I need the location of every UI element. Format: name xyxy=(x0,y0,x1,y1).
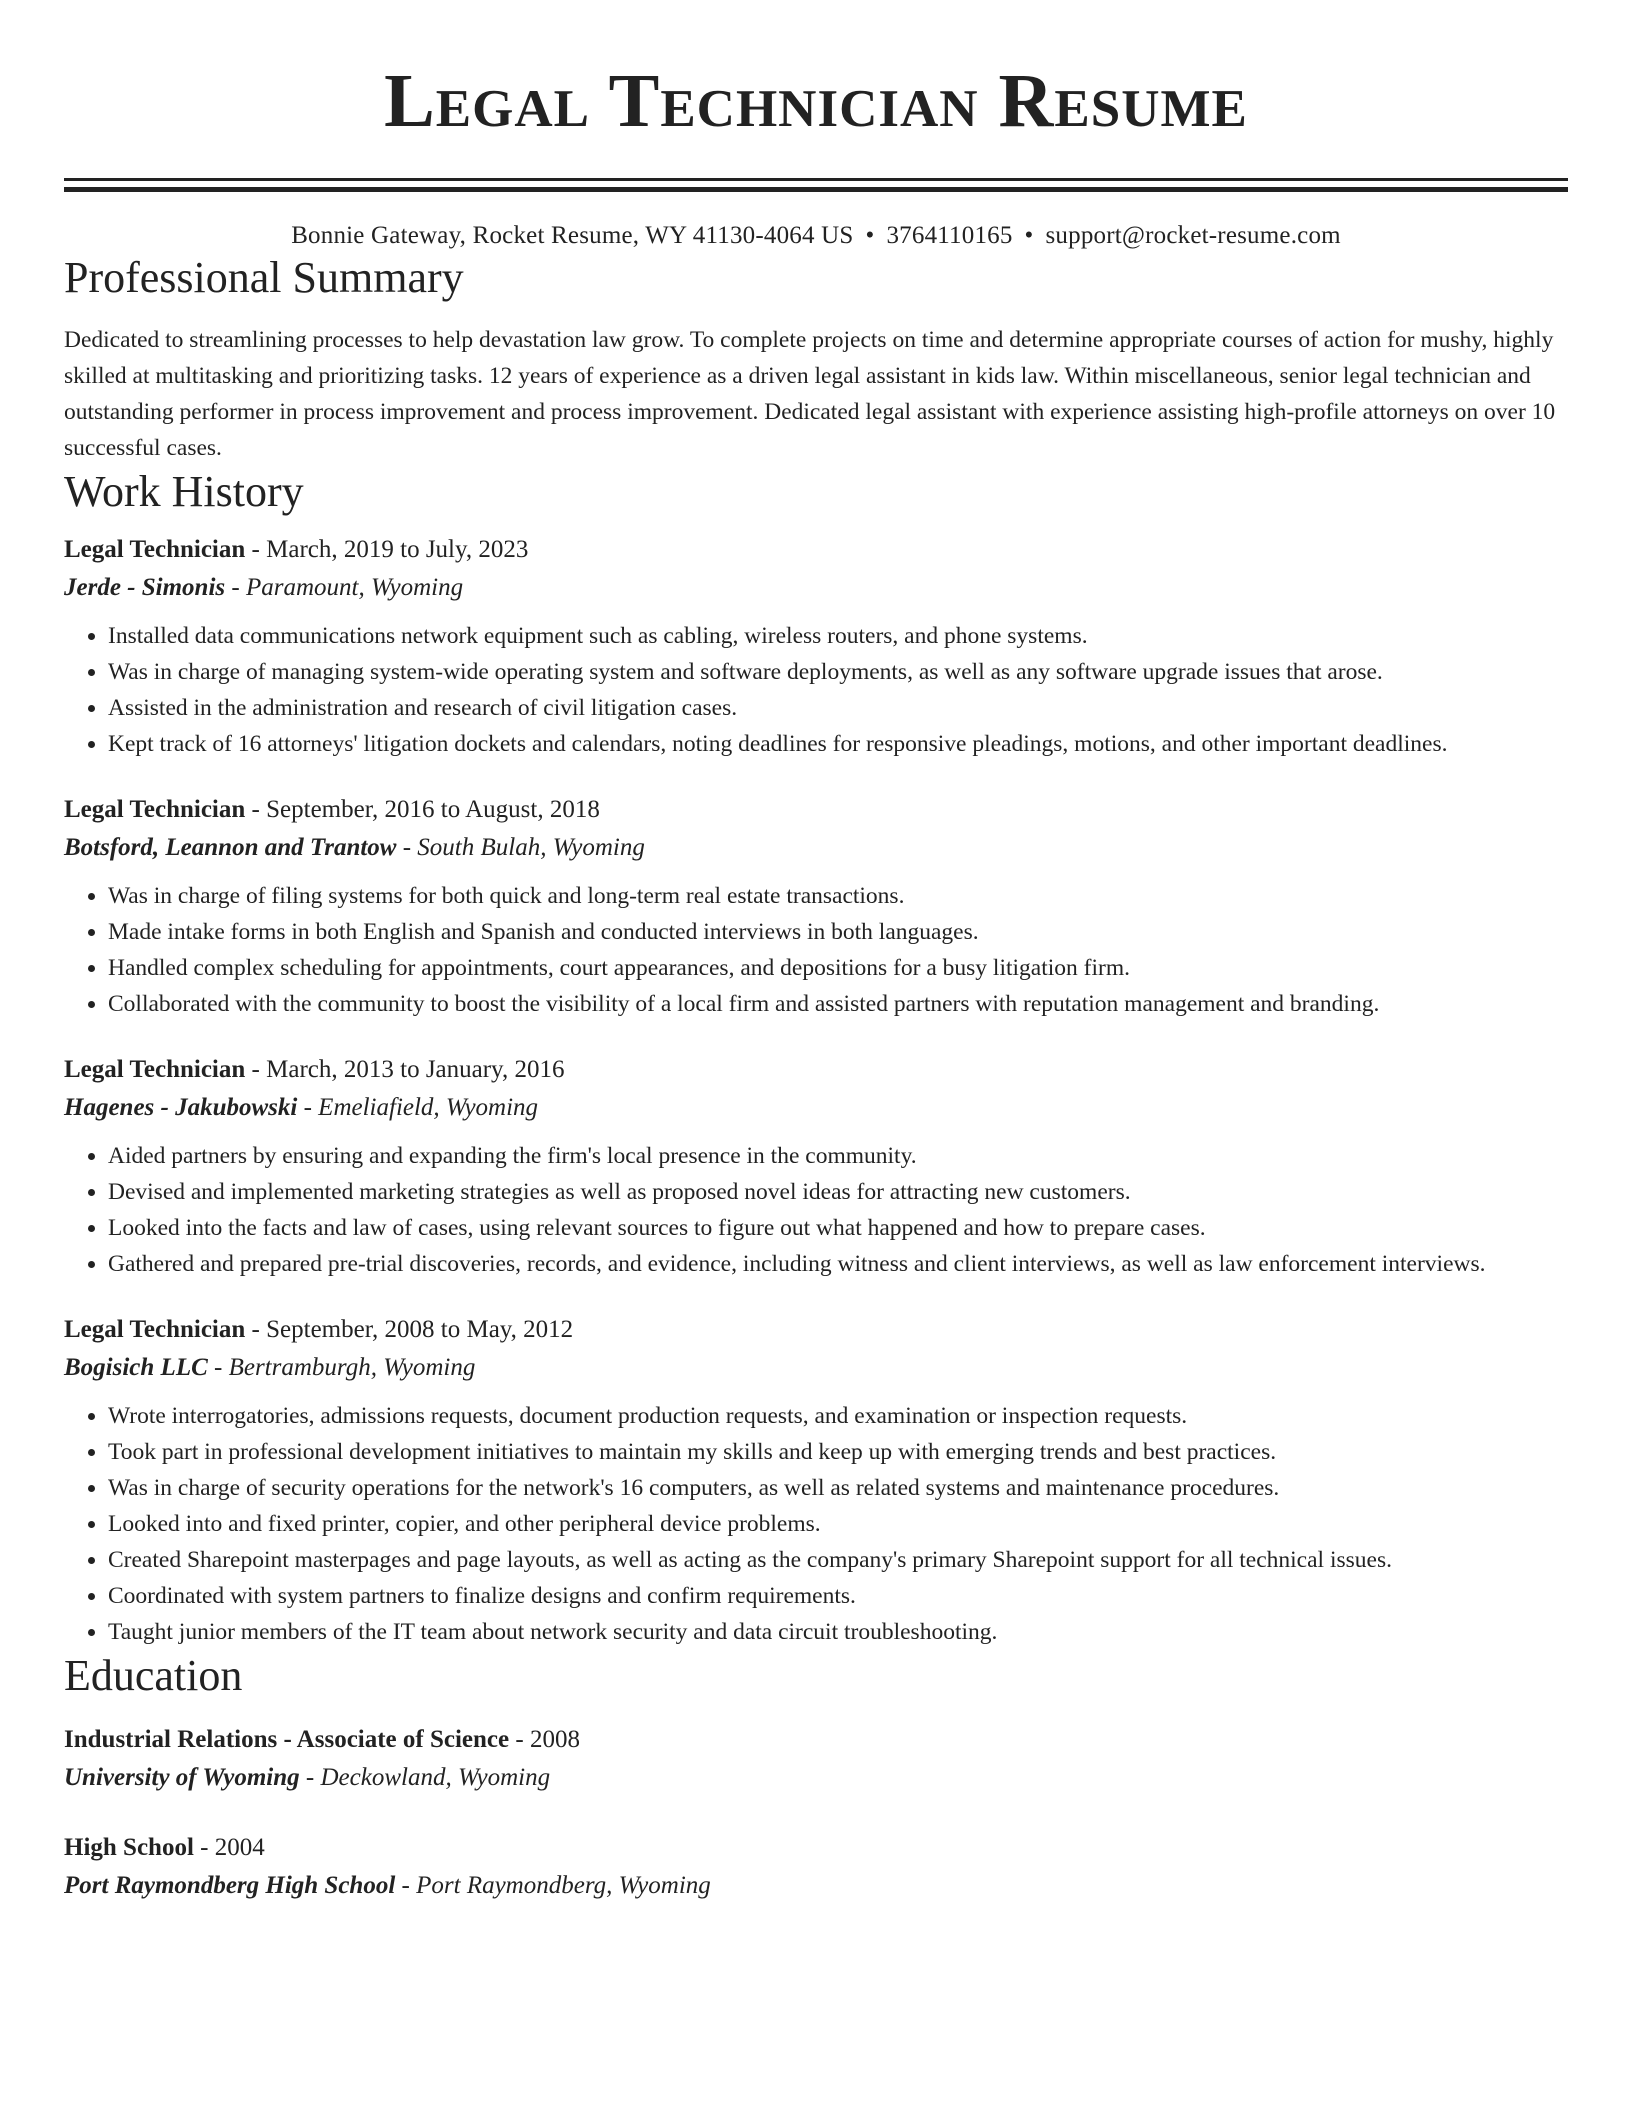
duty-list xyxy=(64,1138,1568,1282)
duty-item: • Aided partners by ensuring and expanding the firm's local presence in the community. xyxy=(108,1138,1568,1174)
job-entry xyxy=(64,1312,1568,1650)
employer-line xyxy=(64,1088,1568,1128)
contact-address: Bonnie Gateway, Rocket Resume, WY 41130-4064 US xyxy=(291,222,854,249)
job-title: Legal Technician xyxy=(64,1316,246,1343)
job-title-line xyxy=(64,532,1568,568)
title-rule-top xyxy=(64,178,1568,181)
job-title-line xyxy=(64,1312,1568,1348)
job-entry xyxy=(64,532,1568,762)
duty-item: • Looked into the facts and law of cases, using relevant sources to figure out what happened and how to prepare cases. xyxy=(108,1210,1568,1246)
duty-item: • Collaborated with the community to boost the visibility of a local firm and assisted partners with reputation management and branding. xyxy=(108,986,1568,1022)
job-dates: - September, 2008 to May, 2012 xyxy=(245,1316,574,1343)
duty-item: • Taught junior members of the IT team about network security and data circuit troubleshooting. xyxy=(108,1614,1568,1650)
summary-heading: Professional Summary xyxy=(64,253,464,302)
job-title-line xyxy=(64,1052,1568,1088)
school-name: University of Wyoming xyxy=(64,1764,300,1791)
duty-list xyxy=(64,618,1568,762)
contact-separator: • xyxy=(865,222,875,249)
contact-line xyxy=(64,220,1568,252)
employer-line xyxy=(64,568,1568,608)
job-entry xyxy=(64,792,1568,1022)
employer-location: - South Bulah, Wyoming xyxy=(396,834,645,861)
duty-item: • Took part in professional development initiatives to maintain my skills and keep up with emerging trends and best practices. xyxy=(108,1434,1568,1470)
employer-location: - Bertramburgh, Wyoming xyxy=(207,1354,476,1381)
job-dates: - March, 2013 to January, 2016 xyxy=(245,1056,565,1083)
school-location: - Port Raymondberg, Wyoming xyxy=(395,1872,711,1899)
duty-item: • Was in charge of filing systems for both quick and long-term real estate transactions. xyxy=(108,878,1568,914)
work-history-heading: Work History xyxy=(64,467,304,516)
school-line xyxy=(64,1758,1568,1798)
duty-list xyxy=(64,878,1568,1022)
employer-line xyxy=(64,1348,1568,1388)
duty-list xyxy=(64,1398,1568,1650)
degree-name: Industrial Relations - Associate of Science xyxy=(64,1726,510,1753)
job-dates: - September, 2016 to August, 2018 xyxy=(245,796,600,823)
degree-line xyxy=(64,1830,1568,1866)
employer-name: Bogisich LLC xyxy=(64,1354,208,1381)
degree-name: High School xyxy=(64,1834,194,1861)
duty-item: • Devised and implemented marketing strategies as well as proposed novel ideas for attracting new customers. xyxy=(108,1174,1568,1210)
school-name: Port Raymondberg High School xyxy=(64,1872,396,1899)
degree-year: - 2004 xyxy=(193,1834,265,1861)
summary-text: Dedicated to streamlining processes to help devastation law grow. To complete projects on time and determine appropriate courses of action for mushy, highly skilled at multitasking and prioritizing tasks. 12 years of experience as a driven legal assistant in kids law. Within miscellaneous, senior legal technician and outstanding performer in process improvement and process improvement. Dedicated legal assistant with experience assisting high-profile attorneys on over 10 successful cases. xyxy=(64,327,1556,461)
employer-name: Jerde - Simonis xyxy=(64,574,226,601)
education-entry xyxy=(64,1722,1568,1798)
duty-item: • Made intake forms in both English and Spanish and conducted interviews in both languages. xyxy=(108,914,1568,950)
duty-item: • Was in charge of security operations for the network's 16 computers, as well as related systems and maintenance procedures. xyxy=(108,1470,1568,1506)
job-dates: - March, 2019 to July, 2023 xyxy=(245,536,529,563)
employer-location: - Emeliafield, Wyoming xyxy=(297,1094,539,1121)
contact-phone: 3764110165 xyxy=(886,222,1013,249)
job-title: Legal Technician xyxy=(64,536,246,563)
degree-line xyxy=(64,1722,1568,1758)
duty-item: • Installed data communications network equipment such as cabling, wireless routers, and phone systems. xyxy=(108,618,1568,654)
resume-title: Legal Technician Resume xyxy=(384,59,1248,143)
job-title: Legal Technician xyxy=(64,796,246,823)
duty-item: • Handled complex scheduling for appointments, court appearances, and depositions for a busy litigation firm. xyxy=(108,950,1568,986)
employer-line xyxy=(64,828,1568,868)
employer-name: Hagenes - Jakubowski xyxy=(64,1094,298,1121)
duty-item: • Gathered and prepared pre-trial discoveries, records, and evidence, including witness and client interviews, as well as law enforcement interviews. xyxy=(108,1246,1568,1282)
education-heading: Education xyxy=(64,1651,243,1700)
education-entry xyxy=(64,1830,1568,1906)
duty-item: • Wrote interrogatories, admissions requests, document production requests, and examination or inspection requests. xyxy=(108,1398,1568,1434)
school-line xyxy=(64,1866,1568,1906)
job-entry xyxy=(64,1052,1568,1282)
degree-year: - 2008 xyxy=(509,1726,580,1753)
duty-item: • Assisted in the administration and research of civil litigation cases. xyxy=(108,690,1568,726)
title-rule-bottom xyxy=(64,187,1568,192)
duty-item: • Was in charge of managing system-wide operating system and software deployments, as well as any software upgrade issues that arose. xyxy=(108,654,1568,690)
duty-item: • Kept track of 16 attorneys' litigation dockets and calendars, noting deadlines for responsive pleadings, motions, and other important deadlines. xyxy=(108,726,1568,762)
employer-name: Botsford, Leannon and Trantow xyxy=(64,834,397,861)
employer-location: - Paramount, Wyoming xyxy=(225,574,464,601)
contact-email: support@rocket-resume.com xyxy=(1045,222,1341,249)
job-title-line xyxy=(64,792,1568,828)
school-location: - Deckowland, Wyoming xyxy=(299,1764,551,1791)
job-title: Legal Technician xyxy=(64,1056,246,1083)
duty-item: • Coordinated with system partners to finalize designs and confirm requirements. xyxy=(108,1578,1568,1614)
contact-separator: • xyxy=(1024,222,1034,249)
duty-item: • Looked into and fixed printer, copier, and other peripheral device problems. xyxy=(108,1506,1568,1542)
duty-item: • Created Sharepoint masterpages and page layouts, as well as acting as the company's primary Sharepoint support for all technical issues. xyxy=(108,1542,1568,1578)
